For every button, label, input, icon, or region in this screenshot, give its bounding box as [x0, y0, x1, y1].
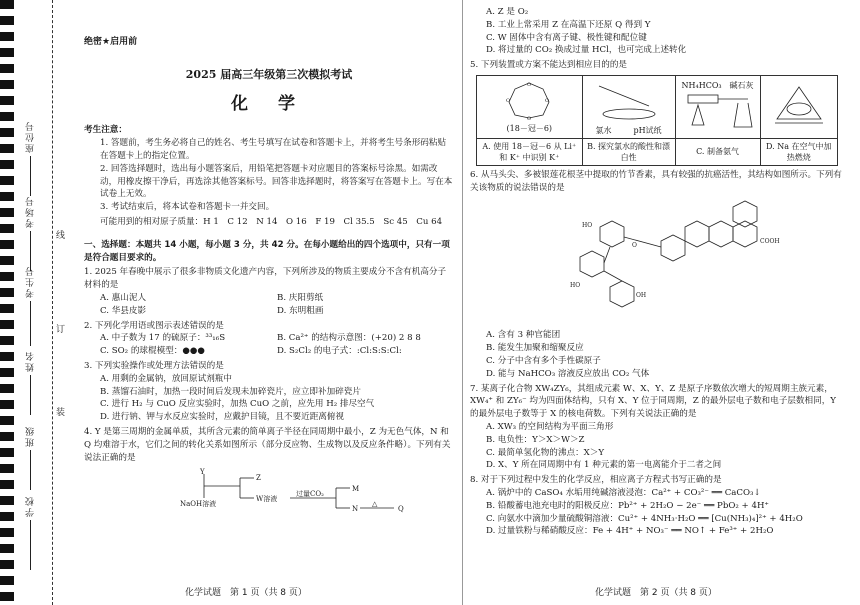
notice-2: 2. 回答选择题时，选出每小题答案后，用铅笔把答题卡对应题目的答案标号涂黑。如需改动，用橡皮擦干净后，再选涂其他答案标号。回答非选择题时，将答案写在答题卡上。写在本试卷上无效。 [100, 163, 453, 200]
apparatus-d [760, 75, 837, 138]
flow-q: Q [398, 505, 404, 514]
notice-1: 1. 答题前，考生务必将自己的姓名、考生号填写在试卷和答题卡上，并将考生号条形码粘贴在答题卡上的指定位置。 [100, 138, 447, 161]
option-d: D. 进行钠、钾与水反应实验时，应戴护目镜，且不要近距离俯视 [100, 412, 345, 423]
question-stem: 8. 对于下列过程中发生的化学反应，相应离子方程式书写正确的是 [470, 475, 722, 486]
option-c: C. 分子中含有多个手性碳原子 [486, 355, 601, 366]
question-stem: 4. Y 是第三周期的金属单质，其所含元素的简单离子半径在同周期中最小，Z 为无色气体，N 和 Q 均难溶于水，它们之间的转化关系如图所示（部分反应物、生成物以及反应条件略）。下列有关说法正确的是 [84, 426, 451, 463]
cut-mark-pack: 装 [56, 408, 66, 418]
svg-text:HO: HO [570, 281, 581, 289]
cut-mark-bind: 订 [56, 325, 66, 335]
question-7 [470, 383, 845, 473]
option-a: A. 使用 18－冠－6 从 Li⁺ 和 K⁺ 中识别 K⁺ [477, 138, 583, 165]
svg-text:OH: OH [636, 291, 647, 299]
page-1 [84, 6, 454, 518]
option-b: B. 铅酸蓄电池充电时的阳极反应：Pb²⁺ + 2H₂O − 2e⁻ ══ PbO₂ + 4H⁺ [486, 500, 769, 511]
option-a: A. 锅炉中的 CaSO₄ 水垢用纯碱溶液浸泡：Ca²⁺ + CO₃²⁻ ══ CaCO₃↓ [486, 487, 761, 498]
binding-bars [0, 0, 14, 605]
option-b: B. 庆阳剪纸 [277, 292, 324, 303]
option-d: D. Na 在空气中加热燃烧 [760, 138, 837, 165]
field-name: 姓名 [24, 350, 37, 415]
crown-ether-diagram [499, 80, 559, 120]
exam-title: 2025 届高三年级第三次模拟考试 [185, 67, 353, 81]
option-d: D. 能与 NaHCO₃ 溶液反应放出 CO₂ 气体 [486, 368, 650, 379]
option-a: A. 中子数为 17 的硫原子：³³₁₆S [100, 333, 226, 344]
question-stem: 3. 下列实验操作或处理方法错误的是 [84, 360, 224, 371]
option-b: B. 蒸馏石油时，加热一段时间后发现未加碎瓷片，应立即补加碎瓷片 [100, 386, 361, 397]
apparatus-table [476, 75, 838, 166]
question-3 [84, 360, 454, 424]
binding-strip [0, 0, 72, 605]
svg-text:O: O [545, 97, 550, 104]
field-room: 考场号 [24, 195, 37, 271]
question-stem: 6. 从马头尖、多被银莲花根茎中提取的竹节香素，具有较强的抗癌活性，其结构如图所示。下列有关该物质的说法错误的是 [470, 169, 842, 193]
q4-option-b: B. 工业上常采用 Z 在高温下还原 Q 得到 Y [486, 19, 651, 30]
conversion-diagram [180, 468, 424, 516]
option-c: C. 制备氨气 [675, 138, 760, 165]
secret-mark: 绝密★启用前 [84, 37, 138, 47]
option-b: B. 探究氯水的酸性和漂白性 [582, 138, 675, 165]
apparatus-c [675, 75, 760, 138]
svg-text:O: O [632, 241, 637, 249]
field-class: 班级 [24, 425, 37, 490]
option-d: D. X、Y 所在同周期中有 1 种元素的第一电离能介于二者之间 [486, 460, 722, 471]
q4-option-c: C. W 固体中含有离子键、极性键和配位键 [486, 32, 647, 43]
cut-mark-line: 线 [56, 231, 66, 241]
flow-z: Z [256, 474, 261, 483]
svg-text:COOH: COOH [760, 237, 780, 245]
question-8 [470, 474, 845, 538]
question-1 [84, 266, 454, 317]
option-c: C. 华县皮影 [100, 305, 147, 316]
option-c: C. SO₂ 的球棍模型：●●● [100, 346, 205, 357]
option-c: C. 向氨水中滴加少量硫酸铜溶液：Cu²⁺ + 4NH₃·H₂O ══ [Cu(NH₃)₄]²⁺ + 4H₂O [486, 513, 803, 524]
ph-paper-label: pH试纸 [633, 125, 662, 135]
option-c: C. 进行 H₂ 与 CuO 反应实验时，加热 CuO 之前，应先用 H₂ 排尽空气 [100, 399, 375, 410]
q4-option-d: D. 将过量的 CO₂ 换成过量 HCl，也可完成上述转化 [486, 45, 687, 56]
svg-text:O: O [506, 97, 511, 104]
question-stem: 2. 下列化学用语或图示表述错误的是 [84, 320, 224, 331]
notice-3: 3. 考试结束后，将本试卷和答题卡一并交回。 [100, 202, 275, 213]
question-2 [84, 320, 454, 358]
atomic-mass: 可能用到的相对原子质量：H 1 C 12 N 14 O 16 F 19 Cl 35.5 Sc 45 Cu 64 [100, 216, 443, 227]
svg-text:HO: HO [582, 221, 593, 229]
question-6 [470, 169, 845, 381]
option-c: C. 最简单氢化物的沸点：X＞Y [486, 447, 605, 458]
question-stem: 7. 某离子化合物 XW₄ZY₆，其组成元素 W、X、Y、Z 是原子序数依次增大的短周期主族元素，XW₄⁺ 和 ZY₆⁻ 均为四面体结构，只有 X、Y 位于同周期，Z 的最外层电子数和电子层数相同，Y 的最外层电子数等于 X 的核电荷数。下列有关说法正确的是 [470, 383, 836, 420]
page-1-footer: 化学试题 第 1 页（共 8 页） [185, 588, 307, 598]
flow-n: N [352, 505, 359, 514]
option-b: B. 电负性：Y＞X＞W＞Z [486, 434, 585, 445]
flow-w: W溶液 [256, 495, 278, 504]
ammonia-setup-diagram [678, 91, 758, 131]
option-b: B. 能发生加聚和缩聚反应 [486, 343, 584, 354]
nh4hco3-label: NH₄HCO₃ [681, 80, 722, 90]
notice-heading: 考生注意： [84, 125, 127, 136]
question-5 [470, 59, 845, 166]
svg-text:O: O [527, 81, 532, 88]
flow-naoh: NaOH溶液 [180, 500, 217, 509]
option-d: D. 过量铁粉与稀硝酸反应：Fe + 4H⁺ + NO₃⁻ ══ NO↑ + Fe³⁺ + 2H₂O [486, 526, 774, 537]
flow-co2: 过量CO₂ [296, 490, 324, 499]
option-b: B. Ca²⁺ 的结构示意图：(+20) 2 8 8 [277, 333, 421, 344]
chlorine-water-label: 氯水 [595, 125, 612, 135]
option-a: A. 惠山泥人 [100, 292, 147, 303]
question-stem: 5. 下列装置或方案不能达到相应目的的是 [470, 60, 628, 71]
svg-text:O: O [527, 115, 532, 122]
field-examinee: 考生号 [24, 265, 37, 346]
option-a: A. XW₃ 的空间结构为平面三角形 [486, 421, 614, 432]
page-divider [462, 0, 463, 605]
flow-m: M [352, 485, 360, 494]
option-d: D. 东明粗画 [277, 305, 324, 316]
field-seat: 座位号 [24, 120, 37, 196]
apparatus-a [477, 75, 583, 138]
crucible-diagram [769, 81, 829, 129]
options [84, 292, 454, 318]
option-d: D. S₂Cl₂ 的电子式：:Cl:S:S:Cl: [277, 346, 402, 357]
question-stem: 1. 2025 年春晚中展示了很多非物质文化遗产内容，下列所涉及的物质主要成分不含有机高分子材料的是 [84, 267, 447, 291]
flow-delta: △ [372, 500, 378, 509]
option-a: A. 用剩的金属钠，放回原试剂瓶中 [100, 373, 232, 384]
crown-label: (18－冠－6) [506, 123, 553, 133]
q4-option-a: A. Z 是 O₂ [486, 7, 529, 17]
lime-label: 碱石灰 [729, 80, 754, 90]
option-a: A. 含有 3 种官能团 [486, 330, 561, 341]
page-2-footer: 化学试题 第 2 页（共 8 页） [595, 588, 717, 598]
question-4 [84, 426, 454, 516]
options [84, 332, 454, 358]
cut-line [52, 0, 53, 605]
flow-y: Y [200, 468, 205, 477]
section-heading: 一、选择题：本题共 14 小题，每小题 3 分，共 42 分。在每小题给出的四个选项中，只有一项是符合题目要求的。 [84, 239, 450, 263]
molecule-structure [570, 197, 780, 325]
field-school: 学校 [24, 495, 37, 570]
subject-title: 化 学 [231, 93, 307, 114]
page-2 [470, 6, 845, 538]
chlorine-water-diagram [589, 78, 669, 122]
apparatus-b [582, 75, 675, 138]
